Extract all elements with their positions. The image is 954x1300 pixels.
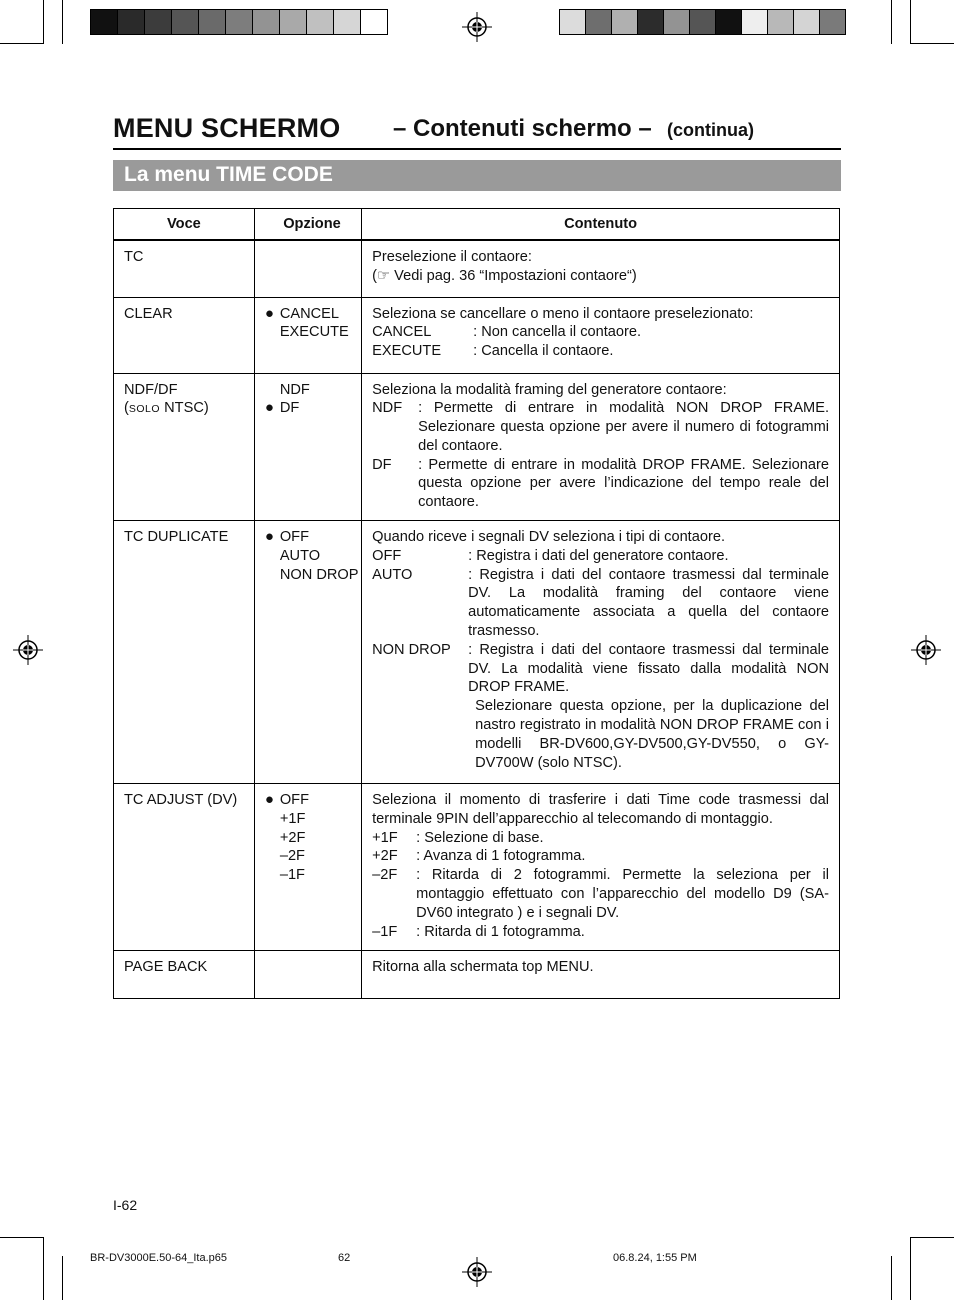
crop-mark	[43, 1237, 44, 1300]
option-item	[265, 847, 359, 866]
content-line	[372, 847, 829, 866]
table-row	[114, 297, 840, 373]
line-key: AUTO	[372, 566, 413, 583]
ntsc-label: NTSC)	[164, 400, 209, 417]
row-voce: TC	[114, 240, 255, 297]
title-sub: – Contenuti schermo –	[393, 115, 652, 142]
option-label: +2F	[279, 829, 306, 846]
line-value: : Registra i dati del contaore trasmessi dal terminale DV. La modalità framing del contaore viene automaticamente associata a quella del contaore trasmesso.	[468, 566, 829, 640]
color-swatch	[279, 10, 306, 34]
color-swatch	[144, 10, 171, 34]
default-bullet-icon: ●	[264, 528, 274, 546]
color-swatch	[225, 10, 252, 34]
menu-table	[113, 208, 840, 999]
option-label: –1F	[279, 867, 305, 884]
row-opzione	[254, 951, 361, 999]
option-item	[265, 399, 359, 418]
color-swatch	[171, 10, 198, 34]
color-swatch	[360, 10, 387, 34]
row-opzione	[254, 784, 361, 951]
footer-page: 62	[338, 1252, 351, 1264]
table-row	[114, 521, 840, 784]
option-label: +1F	[279, 810, 306, 827]
option-item	[265, 791, 359, 810]
section-title: La menu TIME CODE	[124, 163, 333, 186]
row-voce	[114, 373, 255, 521]
color-swatch	[611, 10, 637, 34]
voce-note	[124, 399, 244, 419]
row-opzione	[254, 240, 361, 297]
line-value: : Registra i dati del contaore trasmessi dal terminale DV. La modalità viene fissato dalla modalità NON DROP FRAME.	[468, 641, 829, 696]
content-text: Seleziona se cancellare o meno il contaore preselezionato:	[372, 305, 754, 322]
row-contenuto	[362, 784, 840, 951]
option-label: OFF	[279, 792, 310, 809]
row-contenuto: Ritorna alla schermata top MENU.	[372, 959, 594, 976]
color-swatch	[715, 10, 741, 34]
solo-label: SOLO	[128, 403, 161, 416]
page-number: I-62	[113, 1197, 138, 1213]
color-swatch	[585, 10, 611, 34]
paren: (	[372, 267, 377, 284]
line-value: : Avanza di 1 fotogramma.	[416, 848, 586, 865]
line-value: : Cancella il contaore.	[473, 343, 614, 360]
registration-mark-icon	[462, 1257, 492, 1287]
content-text: Quando riceve i segnali DV seleziona i tipi di contaore.	[372, 529, 726, 546]
option-label: OFF	[279, 529, 310, 546]
column-header-opzione: Opzione	[254, 209, 361, 241]
option-label: EXECUTE	[279, 324, 349, 341]
option-item	[265, 866, 359, 885]
line-key: NON DROP	[372, 641, 451, 658]
row-voce: CLEAR	[114, 297, 255, 373]
color-swatch	[819, 10, 845, 34]
color-swatch	[117, 10, 144, 34]
line-key: CANCEL	[372, 324, 432, 341]
option-item	[265, 566, 359, 585]
content-line	[372, 866, 829, 922]
row-contenuto	[362, 297, 840, 373]
crop-mark	[0, 43, 44, 44]
registration-mark-icon	[13, 635, 43, 665]
option-item	[265, 305, 359, 324]
footer-file: BR-DV3000E.50-64_Ita.p65	[90, 1252, 227, 1264]
column-header-voce: Voce	[114, 209, 255, 241]
crop-mark	[910, 1237, 954, 1238]
color-swatch	[91, 10, 117, 34]
line-value: : Permette di entrare in modalità DROP FRAME. Selezionare questa opzione per avere l’indicazione del tempo reale del contaore.	[418, 456, 829, 511]
line-value: : Selezione di base.	[416, 829, 544, 846]
color-swatch	[306, 10, 333, 34]
color-swatch	[689, 10, 715, 34]
option-label: CANCEL	[279, 305, 340, 322]
default-bullet-icon: ●	[264, 791, 274, 809]
content-line	[372, 697, 829, 772]
content-text: Seleziona la modalità framing del generatore contaore:	[372, 381, 727, 398]
table-row	[114, 373, 840, 521]
row-opzione	[254, 373, 361, 521]
registration-mark-icon	[911, 635, 941, 665]
content-text: Seleziona il momento di trasferire i dati Time code trasmessi dal terminale 9PIN dell’apparecchio al telecomando di montaggio.	[372, 792, 829, 827]
option-item	[265, 323, 359, 342]
color-bar-right	[559, 9, 846, 35]
table-row	[114, 784, 840, 951]
row-contenuto	[362, 521, 840, 784]
content-line	[372, 641, 829, 697]
line-key: NDF	[372, 400, 403, 417]
row-contenuto	[362, 373, 840, 521]
content-note: Selezionare questa opzione, per la duplicazione del nastro registrato in modalità NON DROP FRAME con i modelli BR-DV600,GY-DV500,GY-DV550, o GY-DV700W (solo NTSC).	[475, 698, 829, 771]
color-bar-left	[90, 9, 388, 35]
line-key: EXECUTE	[372, 343, 442, 360]
color-swatch	[333, 10, 360, 34]
title-continued: (continua)	[667, 120, 754, 140]
row-voce: TC DUPLICATE	[114, 521, 255, 784]
line-value: : Permette di entrare in modalità NON DROP FRAME. Selezionare questa opzione per avere il numero di fotogrammi del contaore.	[418, 400, 829, 454]
option-label: –2F	[279, 848, 305, 865]
row-contenuto	[362, 240, 840, 297]
crop-mark	[62, 0, 63, 44]
content-line	[372, 323, 829, 342]
content-line	[372, 342, 829, 361]
row-opzione	[254, 521, 361, 784]
option-label: NON DROP	[279, 566, 359, 583]
column-header-contenuto: Contenuto	[362, 209, 840, 241]
crop-mark	[0, 1237, 44, 1238]
option-label: DF	[279, 400, 300, 417]
content-line	[372, 456, 829, 512]
default-bullet-icon: ●	[264, 399, 274, 417]
color-swatch	[637, 10, 663, 34]
option-label: AUTO	[279, 547, 321, 564]
option-label: NDF	[279, 381, 310, 398]
row-voce: PAGE BACK	[114, 951, 255, 999]
paren: (	[124, 400, 129, 417]
line-key: –2F	[372, 867, 398, 884]
footer-date: 06.8.24, 1:55 PM	[613, 1252, 697, 1264]
option-item	[265, 829, 359, 848]
color-swatch	[767, 10, 793, 34]
color-swatch	[252, 10, 279, 34]
color-swatch	[741, 10, 767, 34]
line-key: –1F	[372, 923, 398, 940]
reference-text: Vedi pag. 36 “Impostazioni contaore“)	[394, 267, 637, 284]
option-item	[265, 381, 359, 400]
crop-mark	[891, 1256, 892, 1300]
crop-mark	[910, 1237, 911, 1300]
option-item	[265, 528, 359, 547]
color-swatch	[560, 10, 585, 34]
row-voce: TC ADJUST (DV)	[114, 784, 255, 951]
line-key: +1F	[372, 829, 398, 846]
crop-mark	[910, 43, 954, 44]
content-line	[372, 829, 829, 848]
line-key: +2F	[372, 848, 398, 865]
line-value: : Non cancella il contaore.	[473, 324, 642, 341]
default-bullet-icon: ●	[264, 304, 274, 322]
crop-mark	[62, 1256, 63, 1300]
line-key: DF	[372, 456, 392, 473]
crop-mark	[43, 0, 44, 44]
voce-label: NDF/DF	[124, 381, 178, 398]
crop-mark	[910, 0, 911, 44]
content-line	[372, 547, 829, 566]
line-value: : Ritarda di 2 fotogrammi. Permette la seleziona per il montaggio effettuato con l’apparecchio del modello D9 (SA-DV60 integrato ) e i segnali DV.	[416, 867, 829, 921]
color-swatch	[793, 10, 819, 34]
row-opzione	[254, 297, 361, 373]
table-row	[114, 951, 840, 999]
content-line	[372, 923, 829, 942]
option-item	[265, 810, 359, 829]
table-header-row	[114, 209, 840, 241]
content-text: Preselezione il contaore:	[372, 249, 532, 265]
content-text	[372, 267, 829, 286]
content-line	[372, 566, 829, 641]
section-header	[113, 160, 841, 191]
line-key: OFF	[372, 547, 402, 564]
page-title	[113, 112, 841, 150]
reference-hand-icon: ☞	[377, 267, 391, 284]
color-swatch	[663, 10, 689, 34]
crop-mark	[891, 0, 892, 44]
registration-mark-icon	[462, 12, 492, 42]
option-item	[265, 547, 359, 566]
color-swatch	[198, 10, 225, 34]
line-value: : Ritarda di 1 fotogramma.	[416, 923, 585, 940]
content-line	[372, 399, 829, 455]
title-main: MENU SCHERMO	[113, 113, 341, 143]
line-value: : Registra i dati del generatore contaore.	[468, 547, 729, 564]
table-row	[114, 240, 840, 297]
